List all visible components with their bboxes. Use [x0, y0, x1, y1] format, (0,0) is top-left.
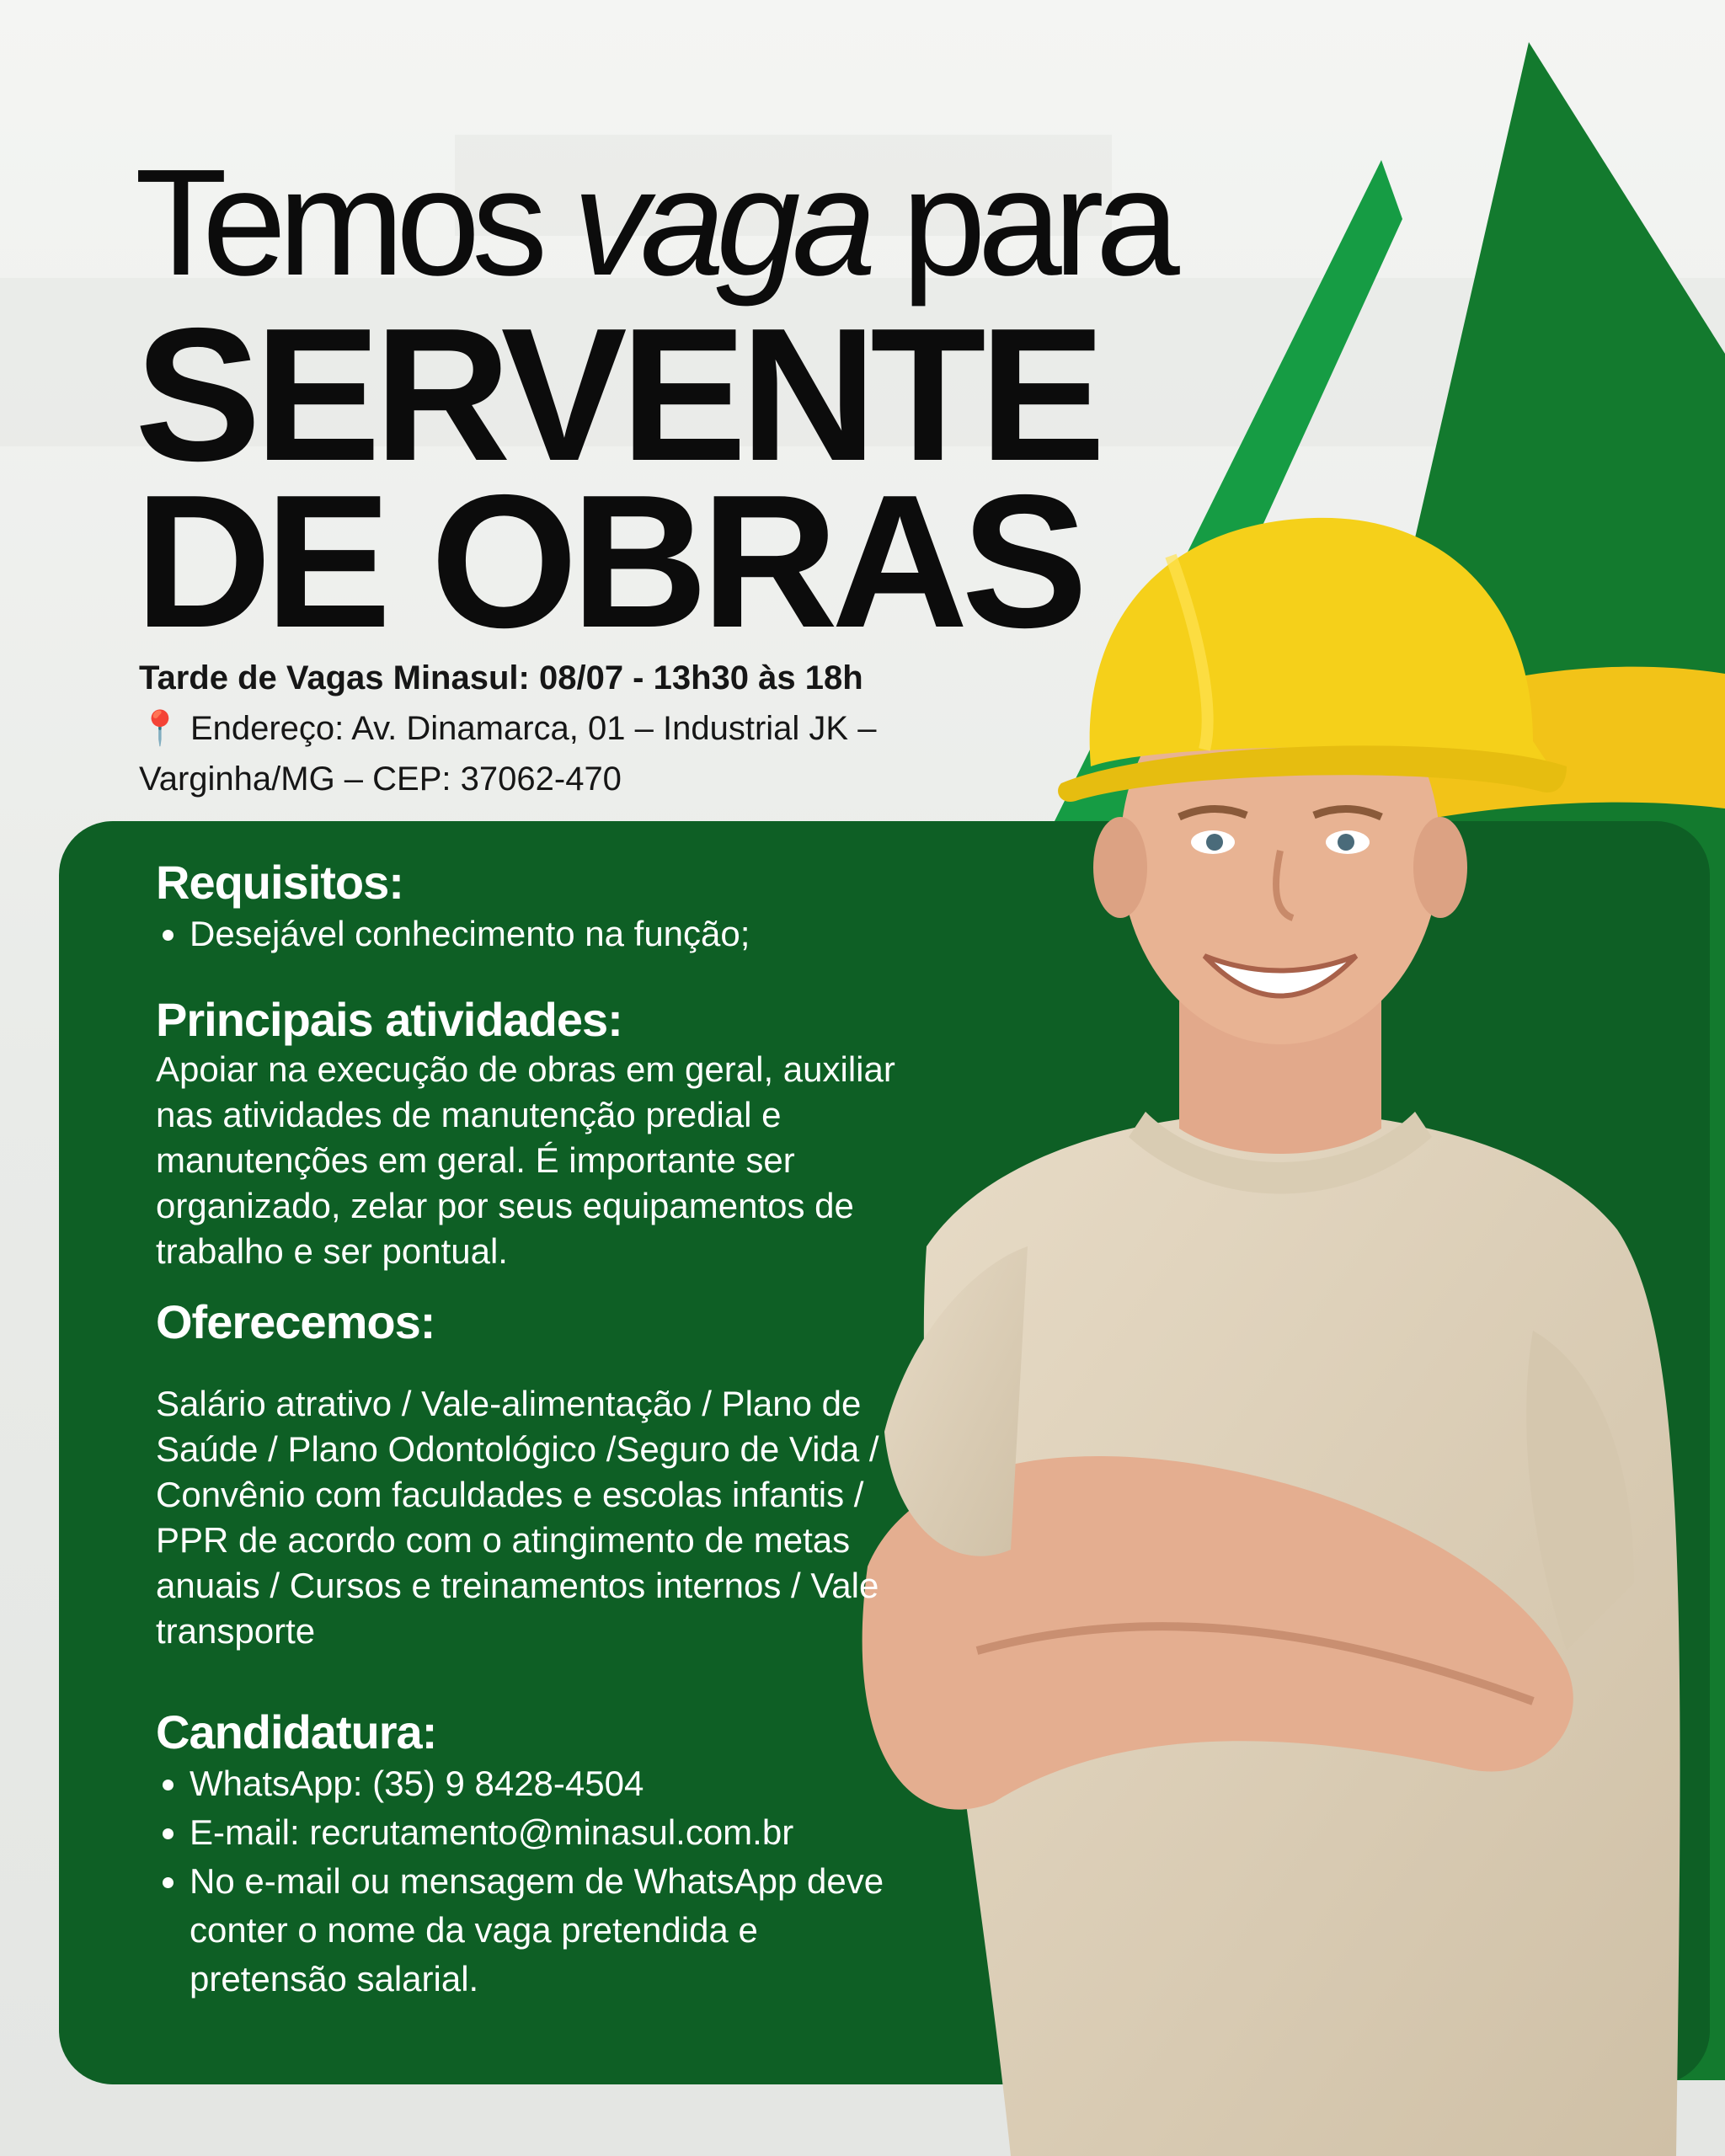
- headline-emphasis: vaga: [573, 138, 868, 307]
- worker-illustration: [809, 488, 1725, 2156]
- whatsapp-contact: • WhatsApp: (35) 9 8428-4504: [190, 1759, 897, 1808]
- headline-job-title-1: SERVENTE: [135, 288, 1099, 500]
- event-title: Tarde de Vagas Minasul: 08/07 - 13h30 às 18h: [139, 659, 863, 696]
- headline-job-title-2: DE OBRAS: [135, 455, 1081, 667]
- oferecemos-heading: Oferecemos:: [156, 1295, 435, 1348]
- atividades-section: [156, 992, 897, 1274]
- hard-hat-icon: [1090, 518, 1550, 766]
- atividades-text: Apoiar na execução de obras em geral, auxiliar nas atividades de manutenção predial e manutenções em geral. É importante ser organizado, zelar por seus equipamentos de trabalho e ser pontual.: [156, 1049, 895, 1271]
- event-address: Endereço: Av. Dinamarca, 01 – Industrial JK – Varginha/MG – CEP: 37062-470: [139, 710, 877, 798]
- candidatura-section: [156, 1705, 897, 2004]
- location-pin-icon: 📍: [139, 710, 181, 747]
- headline-trail: para: [901, 138, 1172, 307]
- oferecemos-section: [156, 1294, 897, 1654]
- headline-line1: [135, 138, 1172, 307]
- requisitos-heading: Requisitos:: [156, 856, 403, 909]
- application-note: • No e-mail ou mensagem de WhatsApp deve conter o nome da vaga pretendida e pretensão salarial.: [190, 1857, 897, 2004]
- candidatura-list: [156, 1759, 897, 2004]
- oferecemos-text: Salário atrativo / Vale-alimentação / Plano de Saúde / Plano Odontológico /Seguro de Vida / Convênio com faculdades e escolas infantis / PPR de acordo com o atingimento de metas anuais / Cursos e treinamentos internos / Vale transporte: [156, 1384, 879, 1651]
- card-content: [156, 855, 897, 2004]
- email-contact: • E-mail: recrutamento@minasul.com.br: [190, 1808, 897, 1857]
- list-item: • Desejável conhecimento na função;: [190, 910, 897, 958]
- atividades-heading: Principais atividades:: [156, 993, 622, 1046]
- requisitos-list: [156, 910, 897, 958]
- requisitos-section: [156, 855, 897, 958]
- candidatura-heading: Candidatura:: [156, 1705, 437, 1758]
- headline-lead: Temos: [135, 138, 540, 307]
